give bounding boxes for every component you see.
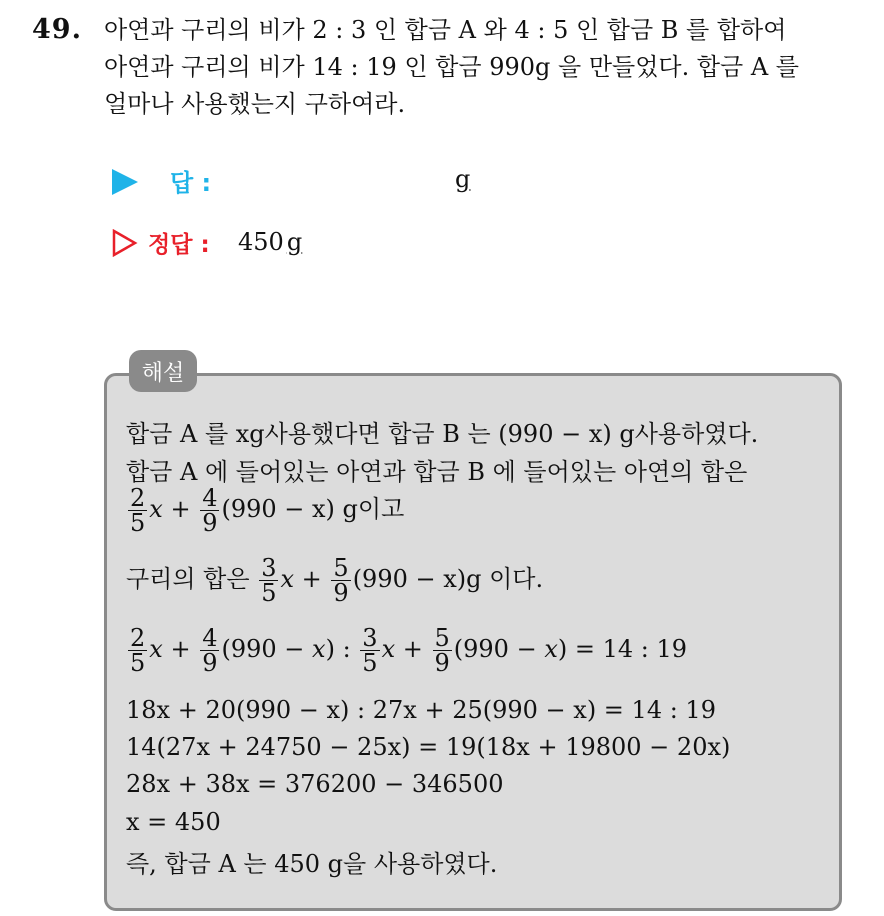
solution-line: $\frac{2}{5}$ x + $\frac{4}{9}$ (990 − x) g이고 — [130, 484, 405, 537]
fraction: $\frac{3}{5}$ — [261, 554, 277, 607]
fraction: $\frac{2}{5}$ — [130, 624, 146, 677]
correct-unit: g — [286, 228, 303, 256]
solution-line: $\frac{2}{5}$ x + $\frac{4}{9}$ (990 − x) : $\frac{3}{5}$ x + $\frac{5}{9}$ (990 − x) = 14 : 19 — [130, 624, 688, 677]
solution-line: 합금 A 에 들어있는 아연과 합금 B 에 들어있는 아연의 합은 — [126, 458, 748, 486]
fraction: $\frac{2}{5}$ — [130, 484, 146, 537]
question-line: 얼마나 사용했는지 구하여라. — [104, 90, 406, 118]
question-number: 49. — [32, 14, 82, 45]
fraction: $\frac{4}{9}$ — [202, 624, 218, 677]
solution-tab: 해설 — [129, 350, 197, 392]
fraction: $\frac{3}{5}$ — [362, 624, 378, 677]
correct-number: 450 — [238, 228, 284, 256]
fraction: $\frac{5}{9}$ — [434, 624, 450, 677]
answer-label: 답 : — [170, 169, 212, 197]
fraction: $\frac{4}{9}$ — [202, 484, 218, 537]
question-text — [104, 12, 874, 123]
question-line: 아연과 구리의 비가 2 : 3 인 합금 A 와 4 : 5 인 합금 B 를 합하여 — [104, 16, 787, 44]
solution-line: 18x + 20(990 − x) : 27x + 25(990 − x) = 14 : 19 — [126, 696, 716, 724]
fraction: $\frac{5}{9}$ — [333, 554, 349, 607]
solution-line: x = 450 — [126, 808, 221, 836]
solution-line: 14(27x + 24750 − 25x) = 19(18x + 19800 − 20x) — [126, 733, 731, 761]
solution-line: 합금 A 를 xg사용했다면 합금 B 는 (990 − x) g사용하였다. — [126, 420, 759, 448]
solution-line: 28x + 38x = 376200 − 346500 — [126, 770, 504, 798]
outline-triangle-icon — [112, 229, 138, 257]
correct-value — [238, 228, 302, 256]
solution-line: 구리의 합은 $\frac{3}{5}$ x + $\frac{5}{9}$ (990 − x)g 이다. — [126, 554, 544, 607]
solution-line: 즉, 합금 A 는 450 g을 사용하였다. — [126, 850, 498, 878]
correct-label: 정답 : — [148, 232, 210, 258]
question-line: 아연과 구리의 비가 14 : 19 인 합금 990g 을 만들었다. 합금 A 를 — [104, 53, 799, 81]
answer-unit: g — [455, 165, 471, 193]
play-triangle-icon — [112, 169, 138, 195]
